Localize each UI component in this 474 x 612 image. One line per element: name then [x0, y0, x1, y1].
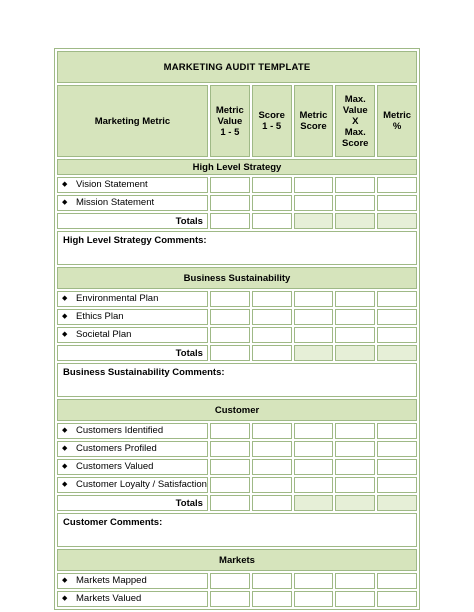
diamond-bullet-icon: ◆ — [62, 199, 68, 207]
input-cell[interactable] — [377, 195, 417, 211]
input-cell[interactable] — [210, 423, 250, 439]
total-cell[interactable] — [335, 495, 375, 511]
diamond-bullet-icon: ◆ — [62, 595, 68, 603]
total-cell[interactable] — [377, 213, 417, 229]
input-cell[interactable] — [335, 177, 375, 193]
metric-label: ◆ Customers Valued — [57, 459, 208, 475]
input-cell[interactable] — [377, 309, 417, 325]
table-row — [57, 423, 417, 439]
totals-label: Totals — [57, 345, 208, 361]
input-cell[interactable] — [252, 291, 292, 307]
input-cell[interactable] — [252, 327, 292, 343]
input-cell[interactable] — [335, 195, 375, 211]
input-cell[interactable] — [210, 291, 250, 307]
diamond-bullet-icon: ◆ — [62, 181, 68, 189]
input-cell[interactable] — [294, 309, 334, 325]
diamond-bullet-icon: ◆ — [62, 481, 68, 489]
metric-label: ◆ Mission Statement — [57, 195, 208, 211]
section-title-high-level-strategy: High Level Strategy — [57, 159, 417, 175]
input-cell[interactable] — [252, 591, 292, 607]
header-score: Score 1 - 5 — [252, 85, 292, 157]
input-cell[interactable] — [210, 477, 250, 493]
table-row — [57, 327, 417, 343]
input-cell[interactable] — [335, 327, 375, 343]
table-row — [57, 195, 417, 211]
input-cell[interactable] — [335, 573, 375, 589]
input-cell[interactable] — [252, 309, 292, 325]
total-cell[interactable] — [335, 213, 375, 229]
comments-box-business-sustainability[interactable]: Business Sustainability Comments: — [57, 363, 417, 397]
table-row — [57, 291, 417, 307]
total-cell[interactable] — [377, 495, 417, 511]
totals-label: Totals — [57, 213, 208, 229]
input-cell[interactable] — [210, 213, 250, 229]
metric-label: ◆ Markets Valued — [57, 591, 208, 607]
input-cell[interactable] — [294, 195, 334, 211]
total-cell[interactable] — [335, 345, 375, 361]
total-cell[interactable] — [294, 495, 334, 511]
input-cell[interactable] — [294, 441, 334, 457]
input-cell[interactable] — [210, 345, 250, 361]
input-cell[interactable] — [252, 477, 292, 493]
input-cell[interactable] — [294, 327, 334, 343]
section-title-business-sustainability: Business Sustainability — [57, 267, 417, 289]
metric-label: ◆ Customers Identified — [57, 423, 208, 439]
input-cell[interactable] — [210, 459, 250, 475]
section-title-customer: Customer — [57, 399, 417, 421]
input-cell[interactable] — [294, 423, 334, 439]
header-metric-value: Metric Value 1 - 5 — [210, 85, 250, 157]
input-cell[interactable] — [377, 459, 417, 475]
total-cell[interactable] — [377, 345, 417, 361]
input-cell[interactable] — [335, 423, 375, 439]
total-cell[interactable] — [294, 213, 334, 229]
diamond-bullet-icon: ◆ — [62, 427, 68, 435]
totals-row — [57, 345, 417, 361]
input-cell[interactable] — [377, 177, 417, 193]
input-cell[interactable] — [252, 441, 292, 457]
input-cell[interactable] — [294, 291, 334, 307]
header-metric-score: Metric Score — [294, 85, 334, 157]
comments-box-high-level[interactable]: High Level Strategy Comments: — [57, 231, 417, 265]
header-marketing-metric: Marketing Metric — [57, 85, 208, 157]
diamond-bullet-icon: ◆ — [62, 463, 68, 471]
diamond-bullet-icon: ◆ — [62, 295, 68, 303]
diamond-bullet-icon: ◆ — [62, 445, 68, 453]
table-row — [57, 459, 417, 475]
input-cell[interactable] — [335, 309, 375, 325]
table-row — [57, 309, 417, 325]
input-cell[interactable] — [377, 291, 417, 307]
table-row — [57, 573, 417, 589]
section-title-markets: Markets — [57, 549, 417, 571]
metric-label: ◆ Customer Loyalty / Satisfaction — [57, 477, 208, 493]
metric-label: ◆ Societal Plan — [57, 327, 208, 343]
input-cell[interactable] — [210, 327, 250, 343]
metric-label: ◆ Environmental Plan — [57, 291, 208, 307]
input-cell[interactable] — [252, 345, 292, 361]
header-metric-percent: Metric % — [377, 85, 417, 157]
input-cell[interactable] — [377, 591, 417, 607]
input-cell[interactable] — [210, 495, 250, 511]
input-cell[interactable] — [294, 477, 334, 493]
input-cell[interactable] — [335, 591, 375, 607]
table-row — [57, 441, 417, 457]
diamond-bullet-icon: ◆ — [62, 331, 68, 339]
total-cell[interactable] — [294, 345, 334, 361]
marketing-audit-table — [54, 48, 420, 610]
input-cell[interactable] — [210, 441, 250, 457]
input-cell[interactable] — [252, 573, 292, 589]
input-cell[interactable] — [377, 423, 417, 439]
input-cell[interactable] — [335, 291, 375, 307]
input-cell[interactable] — [252, 423, 292, 439]
diamond-bullet-icon: ◆ — [62, 577, 68, 585]
input-cell[interactable] — [210, 309, 250, 325]
input-cell[interactable] — [377, 477, 417, 493]
metric-label: ◆ Vision Statement — [57, 177, 208, 193]
metric-label: ◆ Markets Mapped — [57, 573, 208, 589]
input-cell[interactable] — [377, 441, 417, 457]
input-cell[interactable] — [252, 495, 292, 511]
diamond-bullet-icon: ◆ — [62, 313, 68, 321]
input-cell[interactable] — [294, 177, 334, 193]
input-cell[interactable] — [210, 573, 250, 589]
comments-box-customer[interactable]: Customer Comments: — [57, 513, 417, 547]
input-cell[interactable] — [252, 195, 292, 211]
header-max-value-x-max-score: Max. Value X Max. Score — [335, 85, 375, 157]
table-row — [57, 591, 417, 607]
metric-label: ◆ Ethics Plan — [57, 309, 208, 325]
input-cell[interactable] — [294, 573, 334, 589]
input-cell[interactable] — [377, 573, 417, 589]
input-cell[interactable] — [335, 477, 375, 493]
input-cell[interactable] — [210, 195, 250, 211]
input-cell[interactable] — [294, 459, 334, 475]
table-row — [57, 477, 417, 493]
totals-row — [57, 213, 417, 229]
table-row — [57, 177, 417, 193]
totals-label: Totals — [57, 495, 208, 511]
input-cell[interactable] — [294, 591, 334, 607]
input-cell[interactable] — [252, 213, 292, 229]
metric-label: ◆ Customers Profiled — [57, 441, 208, 457]
input-cell[interactable] — [252, 459, 292, 475]
input-cell[interactable] — [210, 591, 250, 607]
input-cell[interactable] — [210, 177, 250, 193]
document-title: MARKETING AUDIT TEMPLATE — [57, 51, 417, 83]
input-cell[interactable] — [335, 459, 375, 475]
input-cell[interactable] — [377, 327, 417, 343]
input-cell[interactable] — [335, 441, 375, 457]
input-cell[interactable] — [252, 177, 292, 193]
totals-row — [57, 495, 417, 511]
